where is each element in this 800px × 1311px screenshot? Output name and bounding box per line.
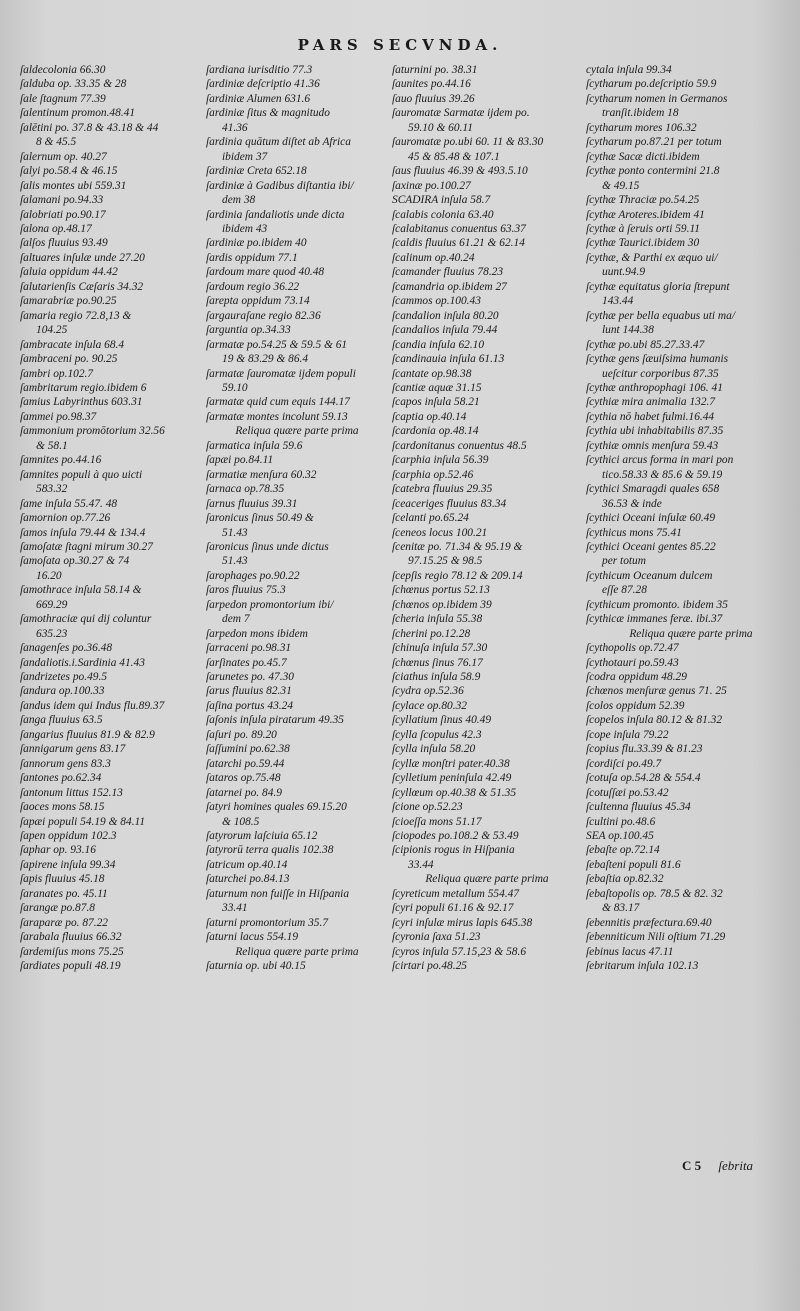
- index-entry: ſcione op.52.23: [392, 801, 463, 814]
- index-entry: ſcardonia op.48.14: [392, 425, 479, 438]
- index-entry: ſapirene inſula 99.34: [20, 858, 116, 871]
- index-entry: ſarmatæ ſauromatæ ijdem populi: [206, 367, 356, 380]
- index-entry: ſarangæ po.87.8: [20, 902, 95, 915]
- index-entry: ſarnus fluuius 39.31: [206, 497, 298, 510]
- index-entry: ſanagenſes po.36.48: [20, 642, 113, 655]
- index-entry: ſardiniæ Creta 652.18: [206, 165, 307, 178]
- index-entry: ſamoſata op.30.27 & 74: [20, 555, 130, 568]
- index-entry: ſcapos inſula 58.21: [392, 396, 480, 409]
- index-entry: ſcandalios inſula 79.44: [392, 324, 498, 337]
- index-entry: 583.32: [36, 483, 68, 496]
- index-entry: ſcythici Oceani inſulæ 60.49: [586, 512, 716, 525]
- index-entry: ſcytharum mores 106.32: [586, 121, 697, 134]
- index-entry: ſcammos op.100.43: [392, 295, 481, 308]
- index-entry: 669.29: [36, 598, 68, 611]
- index-entry: ſcythicum Oceanum dulcem: [586, 569, 713, 582]
- index-entry: ſebaſtopolis op. 78.5 & 82. 32: [586, 887, 723, 900]
- index-columns: [20, 63, 790, 1263]
- index-entry: ſaphar op. 93.16: [20, 844, 96, 857]
- index-entry: ſcytharum po.deſcriptio 59.9: [586, 78, 717, 91]
- index-entry: ſaltuares inſulæ unde 27.20: [20, 251, 145, 264]
- index-entry: ſardiniæ ſitus & magnitudo: [206, 107, 330, 120]
- index-entry: Reliqua quære parte prima: [425, 873, 549, 886]
- index-entry: ſcythiæ omnis menſura 59.43: [586, 439, 719, 452]
- index-entry: ſcelanti po.65.24: [392, 512, 469, 525]
- index-entry: ſaranates po. 45.11: [20, 887, 108, 900]
- index-entry: SEA op.100.45: [586, 830, 654, 843]
- index-entry: ſcythici Smaragdi quales 658: [586, 483, 720, 496]
- index-entry: ſardiniæ po.ibidem 40: [206, 237, 307, 250]
- index-entry: & 108.5: [222, 815, 260, 828]
- index-entry: ſapæi populi 54.19 & 84.11: [20, 815, 146, 828]
- index-entry: ſandus idem qui Indus flu.89.37: [20, 699, 165, 712]
- index-entry: ſebaſteni populi 81.6: [586, 858, 681, 871]
- index-entry: ſambri op.102.7: [20, 367, 94, 380]
- index-entry: SCADIRA inſula 58.7: [392, 194, 491, 207]
- index-entry: ſcalinum op.40.24: [392, 251, 475, 264]
- index-entry: ſamothraciæ qui dij coluntur: [20, 613, 152, 626]
- index-entry: ſcythopolis op.72.47: [586, 642, 679, 655]
- index-entry: Reliqua quære parte prima: [235, 945, 359, 958]
- index-column-1: [20, 63, 202, 1263]
- index-column-2: [206, 63, 388, 1263]
- index-entry: ſatyrorum laſciuia 65.12: [206, 830, 318, 843]
- index-entry: ſapen oppidum 102.3: [20, 830, 117, 843]
- index-entry: ſaxinæ po.100.27: [392, 179, 471, 192]
- index-entry: ſaturnum non fuiſſe in Hiſpania: [206, 887, 350, 900]
- index-entry: 104.25: [36, 324, 68, 337]
- index-entry: ſcandinauia inſula 61.13: [392, 353, 505, 366]
- index-entry: ſchœnos op.ibidem 39: [392, 598, 492, 611]
- index-entry: ſaturni lacus 554.19: [206, 931, 299, 944]
- index-entry: ſame inſula 55.47. 48: [20, 497, 118, 510]
- index-entry: ſamornion op.77.26: [20, 512, 111, 525]
- index-entry: ſalis montes ubi 559.31: [20, 179, 127, 192]
- index-entry: ſaluia oppidum 44.42: [20, 266, 118, 279]
- index-entry: ſcythici arcus forma in mari pon: [586, 454, 734, 467]
- index-entry: ſamnites populi à quo uicti: [20, 468, 143, 481]
- index-entry: ſcultenna fluuius 45.34: [586, 801, 691, 814]
- index-entry: ſatyri homines quales 69.15.20: [206, 801, 347, 814]
- index-entry: ſammonium promōtorium 32.56: [20, 425, 165, 438]
- index-entry: ſcylletium peninſula 42.49: [392, 772, 512, 785]
- index-entry: ſamarabriæ po.90.25: [20, 295, 117, 308]
- index-entry: 8 & 45.5: [36, 136, 77, 149]
- index-entry: ſcultini po.48.6: [586, 815, 656, 828]
- index-entry: ſalona op.48.17: [20, 222, 92, 235]
- index-entry: 51.43: [222, 555, 248, 568]
- index-entry: ſannorum gens 83.3: [20, 757, 111, 770]
- index-entry: ſcythæ po.ubi 85.27.33.47: [586, 338, 705, 351]
- index-entry: ſarpedon promontorium ibi/: [206, 598, 334, 611]
- index-column-4: [586, 63, 796, 1263]
- index-entry: ſarmatæ montes incolunt 59.13: [206, 410, 348, 423]
- index-entry: ſebennitis præfectura.69.40: [586, 916, 712, 929]
- index-entry: ſebinus lacus 47.11: [586, 945, 674, 958]
- index-entry: lunt 144.38: [602, 324, 654, 337]
- index-entry: ſantones po.62.34: [20, 772, 102, 785]
- index-entry: ſanga fluuius 63.5: [20, 714, 103, 727]
- index-entry: ſarnaca op.78.35: [206, 483, 285, 496]
- index-entry: ſciopodes po.108.2 & 53.49: [392, 830, 519, 843]
- index-entry: 45 & 85.48 & 107.1: [408, 150, 500, 163]
- index-entry: ſambracate inſula 68.4: [20, 338, 125, 351]
- index-entry: ſandaliotis.i.Sardinia 41.43: [20, 656, 145, 669]
- index-entry: ſangarius fluuius 81.9 & 82.9: [20, 728, 155, 741]
- index-entry: ſardiniæ deſcriptio 41.36: [206, 78, 320, 91]
- index-entry: 19 & 83.29 & 86.4: [222, 353, 309, 366]
- index-entry: per totum: [602, 555, 646, 568]
- index-entry: ſcythæ per bella equabus uti ma/: [586, 309, 736, 322]
- index-entry: ſalētini po. 37.8 & 43.18 & 44: [20, 121, 159, 134]
- index-entry: 41.36: [222, 121, 248, 134]
- index-entry: ſcamander fluuius 78.23: [392, 266, 504, 279]
- index-entry: ſarophages po.90.22: [206, 569, 300, 582]
- index-entry: ſaldecolonia 66.30: [20, 64, 106, 76]
- index-entry: ſauromatæ Sarmatæ ijdem po.: [392, 107, 530, 120]
- index-entry: ſamothrace inſula 58.14 &: [20, 584, 142, 597]
- index-entry: ſardiniæ Alumen 631.6: [206, 92, 311, 105]
- index-entry: ſcantate op.98.38: [392, 367, 472, 380]
- index-entry: ſcodra oppidum 48.29: [586, 671, 687, 684]
- index-entry: ſceaceriges fluuius 83.34: [392, 497, 507, 510]
- index-entry: ſambritarum regio.ibidem 6: [20, 381, 147, 394]
- index-entry: ſcolos oppidum 52.39: [586, 699, 685, 712]
- index-entry: ſaraparæ po. 87.22: [20, 916, 108, 929]
- index-entry: ſcytharum po.87.21 per totum: [586, 136, 722, 149]
- index-entry: ſaros fluuius 75.3: [206, 584, 286, 597]
- index-entry: 97.15.25 & 98.5: [408, 555, 483, 568]
- index-entry: tranſit.ibidem 18: [602, 107, 679, 120]
- index-entry: ſebritarum inſula 102.13: [586, 960, 699, 973]
- index-entry: ſaturchei po.84.13: [206, 873, 290, 886]
- index-entry: ſauo fluuius 39.26: [392, 92, 475, 105]
- catchword: ſebrita: [718, 1158, 754, 1173]
- index-entry: ſchinuſa inſula 57.30: [392, 642, 488, 655]
- index-entry: ſcantiæ aquæ 31.15: [392, 381, 482, 394]
- index-entry: ſaſina portus 43.24: [206, 699, 294, 712]
- index-entry: ſcyronia ſaxa 51.23: [392, 931, 481, 944]
- index-entry: ſcyros inſula 57.15,23 & 58.6: [392, 945, 527, 958]
- index-entry: ſcirtari po.48.25: [392, 960, 467, 973]
- index-entry: dem 38: [222, 194, 256, 207]
- index-entry: ſaunites po.44.16: [392, 78, 471, 91]
- index-entry: ſceneos locus 100.21: [392, 526, 488, 539]
- index-entry: ſamius Labyrinthus 603.31: [20, 396, 143, 409]
- index-entry: ſamnites po.44.16: [20, 454, 102, 467]
- index-entry: ſarus fluuius 82.31: [206, 685, 292, 698]
- index-entry: ſaſſumini po.62.38: [206, 743, 290, 756]
- index-entry: ſaturnini po. 38.31: [392, 64, 478, 76]
- index-entry: ſarſinates po.45.7: [206, 656, 287, 669]
- index-entry: ſardiniæ à Gadibus diſtantia ibi/: [206, 179, 354, 192]
- index-column-3: [392, 63, 582, 1263]
- index-entry: ſcythæ anthropophagi 106. 41: [586, 381, 723, 394]
- index-entry: ſaturnia op. ubi 40.15: [206, 960, 306, 973]
- index-entry: ſcythæ equitatus gloria ſtrepunt: [586, 280, 730, 293]
- index-entry: ſalentinum promon.48.41: [20, 107, 136, 120]
- index-entry: ſaturni promontorium 35.7: [206, 916, 329, 929]
- index-entry: ſcythæ à ſeruis orti 59.11: [586, 222, 701, 235]
- index-entry: ſebaſtia op.82.32: [586, 873, 664, 886]
- index-entry: ſcope inſula 79.22: [586, 728, 669, 741]
- index-entry: ueſcitur corporibus 87.35: [602, 367, 719, 380]
- index-entry: ſcythici Oceani gentes 85.22: [586, 540, 716, 553]
- index-entry: ſchœnus ſinus 76.17: [392, 656, 483, 669]
- index-entry: ſcalabitanus conuentus 63.37: [392, 222, 526, 235]
- index-entry: ſarabala fluuius 66.32: [20, 931, 122, 944]
- index-entry: ſapæi po.84.11: [206, 454, 274, 467]
- index-entry: ſcythicus mons 75.41: [586, 526, 682, 539]
- index-entry: ſantonum littus 152.13: [20, 786, 123, 799]
- index-entry: ſcaptia op.40.14: [392, 410, 467, 423]
- index-entry: ſcheria inſula 55.38: [392, 613, 483, 626]
- index-entry: ſatarnei po. 84.9: [206, 786, 282, 799]
- index-entry: ſcythiæ mira animalia 132.7: [586, 396, 716, 409]
- index-entry: ſcepſis regio 78.12 & 209.14: [392, 569, 523, 582]
- index-entry: ſcaldis fluuius 61.21 & 62.14: [392, 237, 525, 250]
- index-entry: ſarmatæ quid cum equis 144.17: [206, 396, 350, 409]
- index-entry: ſchœnus portus 52.13: [392, 584, 490, 597]
- index-entry: uunt.94.9: [602, 266, 646, 279]
- index-entry: ſardinia ſandaliotis unde dicta: [206, 208, 345, 221]
- index-entry: ſarmatiæ menſura 60.32: [206, 468, 317, 481]
- index-entry: ſcythotauri po.59.43: [586, 656, 679, 669]
- index-entry: ſaronicus ſinus 50.49 &: [206, 512, 314, 525]
- index-entry: ſcyllœum op.40.38 & 51.35: [392, 786, 517, 799]
- index-entry: ſchœnos menſuræ genus 71. 25: [586, 685, 727, 698]
- index-entry: ſcandalion inſula 80.20: [392, 309, 499, 322]
- index-entry: ſammei po.98.37: [20, 410, 97, 423]
- index-entry: ſarmatæ po.54.25 & 59.5 & 61: [206, 338, 348, 351]
- index-entry: ſcythia ubi inhabitabilis 87.35: [586, 425, 724, 438]
- index-entry: eſſe 87.28: [602, 584, 647, 597]
- index-entry: ſapis fluuius 45.18: [20, 873, 105, 886]
- index-entry: ſatricum op.40.14: [206, 858, 288, 871]
- index-entry: ſciathus inſula 58.9: [392, 671, 481, 684]
- index-entry: ſcythæ gens ſæuiſsima humanis: [586, 353, 729, 366]
- index-entry: ſcythæ Sacæ dicti.ibidem: [586, 150, 700, 163]
- index-entry: ſaus fluuius 46.39 & 493.5.10: [392, 165, 528, 178]
- index-entry: ſarepta oppidum 73.14: [206, 295, 310, 308]
- index-entry: ſannigarum gens 83.17: [20, 743, 126, 756]
- index-entry: ſcenitæ po. 71.34 & 95.19 &: [392, 540, 523, 553]
- index-entry: ſaſonis inſula piratarum 49.35: [206, 714, 344, 727]
- index-entry: ſcyri inſulæ mirus lapis 645.38: [392, 916, 533, 929]
- index-entry: & 58.1: [36, 439, 68, 452]
- index-entry: ſalduba op. 33.35 & 28: [20, 78, 127, 91]
- index-entry: ſcandia inſula 62.10: [392, 338, 485, 351]
- index-entry: ſcylla ſcopulus 42.3: [392, 728, 482, 741]
- index-entry: Reliqua quære parte prima: [235, 425, 359, 438]
- index-entry: tico.58.33 & 85.6 & 59.19: [602, 468, 723, 481]
- index-entry: 59.10: [222, 381, 248, 394]
- index-entry: ſcythicæ immanes feræ. ibi.37: [586, 613, 723, 626]
- index-entry: ſardis oppidum 77.1: [206, 251, 298, 264]
- index-entry: ſcyllatium ſinus 40.49: [392, 714, 492, 727]
- page-footer: [682, 1158, 753, 1174]
- index-entry: ſardinia quātum diſtet ab Africa: [206, 136, 351, 149]
- index-entry: ſcarphia inſula 56.39: [392, 454, 489, 467]
- index-entry: ſcydra op.52.36: [392, 685, 464, 698]
- index-entry: ſcyreticum metallum 554.47: [392, 887, 520, 900]
- index-entry: 33.41: [222, 902, 248, 915]
- index-entry: ſatyrorū terra qualis 102.38: [206, 844, 334, 857]
- index-entry: ſarpedon mons ibidem: [206, 627, 308, 640]
- index-entry: & 83.17: [602, 902, 640, 915]
- index-entry: 16.20: [36, 569, 62, 582]
- index-entry: ſamos inſula 79.44 & 134.4: [20, 526, 146, 539]
- index-entry: ſcyllæ monſtri pater.40.38: [392, 757, 510, 770]
- index-entry: ſamaria regio 72.8,13 &: [20, 309, 132, 322]
- index-entry: 635.23: [36, 627, 68, 640]
- index-entry: ſardemiſus mons 75.25: [20, 945, 124, 958]
- index-entry: ſardiana iurisditio 77.3: [206, 64, 313, 76]
- index-entry: ſcythæ, & Parthi ex æquo ui/: [586, 251, 718, 264]
- signature-mark: C 5: [682, 1158, 702, 1173]
- index-entry: ſcyri populi 61.16 & 92.17: [392, 902, 514, 915]
- index-entry: ſalutarienſis Cæſaris 34.32: [20, 280, 144, 293]
- index-entry: cytala inſula 99.34: [586, 64, 672, 76]
- index-entry: ſataros op.75.48: [206, 772, 281, 785]
- index-entry: 51.43: [222, 526, 248, 539]
- index-entry: ſaſuri po. 89.20: [206, 728, 277, 741]
- index-entry: Reliqua quære parte prima: [629, 627, 753, 640]
- index-entry: ſcythæ ponto contermini 21.8: [586, 165, 720, 178]
- index-entry: ſcytharum nomen in Germanos: [586, 92, 728, 105]
- index-entry: ſatarchi po.59.44: [206, 757, 285, 770]
- index-entry: ſardoum regio 36.22: [206, 280, 300, 293]
- index-entry: ſcopius flu.33.39 & 81.23: [586, 743, 703, 756]
- index-entry: 33.44: [408, 858, 434, 871]
- index-entry: 59.10 & 60.11: [408, 121, 473, 134]
- index-entry: ſaoces mons 58.15: [20, 801, 105, 814]
- index-entry: ſcordiſci po.49.7: [586, 757, 662, 770]
- index-entry: ſcherini po.12.28: [392, 627, 471, 640]
- index-entry: ibidem 37: [222, 150, 268, 163]
- index-entry: ſarunetes po. 47.30: [206, 671, 294, 684]
- index-entry: ſalamani po.94.33: [20, 194, 104, 207]
- index-entry: ſebaſte op.72.14: [586, 844, 660, 857]
- index-entry: ſalernum op. 40.27: [20, 150, 107, 163]
- index-entry: ſcylace op.80.32: [392, 699, 467, 712]
- index-entry: ſcotuſa op.54.28 & 554.4: [586, 772, 701, 785]
- index-entry: ſcarphia op.52.46: [392, 468, 474, 481]
- index-entry: ſcipionis rogus in Hiſpania: [392, 844, 515, 857]
- index-entry: ſcamandria op.ibidem 27: [392, 280, 507, 293]
- index-entry: ibidem 43: [222, 222, 268, 235]
- index-entry: ſauromatæ po.ubi 60. 11 & 83.30: [392, 136, 544, 149]
- index-entry: & 49.15: [602, 179, 640, 192]
- index-entry: ſamoſatæ ſtagni mirum 30.27: [20, 540, 153, 553]
- running-header: PARS SECVNDA.: [297, 36, 503, 54]
- index-entry: ſcopelos inſula 80.12 & 81.32: [586, 714, 723, 727]
- index-entry: ſebenniticum Nili oſtium 71.29: [586, 931, 726, 944]
- index-entry: ſaronicus ſinus unde dictus: [206, 540, 329, 553]
- index-entry: ſarraceni po.98.31: [206, 642, 292, 655]
- index-entry: dem 7: [222, 613, 250, 626]
- index-entry: ſarguntia op.34.33: [206, 324, 291, 337]
- index-entry: ſalſos fluuius 93.49: [20, 237, 108, 250]
- index-entry: ſcythæ Taurici.ibidem 30: [586, 237, 700, 250]
- index-entry: ſale ſtagnum 77.39: [20, 92, 106, 105]
- index-entry: ſardiates populi 48.19: [20, 960, 121, 973]
- index-entry: ſcythicum promonto. ibidem 35: [586, 598, 728, 611]
- index-entry: ſcalabis colonia 63.40: [392, 208, 494, 221]
- index-entry: 143.44: [602, 295, 634, 308]
- index-entry: ſcylla inſula 58.20: [392, 743, 476, 756]
- index-entry: ſalobriati po.90.17: [20, 208, 106, 221]
- index-entry: ſcardonitanus conuentus 48.5: [392, 439, 527, 452]
- index-entry: ſcatebra fluuius 29.35: [392, 483, 493, 496]
- index-entry: ſargauraſane regio 82.36: [206, 309, 321, 322]
- index-entry: ſcioeſſa mons 51.17: [392, 815, 482, 828]
- index-entry: ſcythia nō habet fulmi.16.44: [586, 410, 715, 423]
- index-entry: 36.53 & inde: [602, 497, 662, 510]
- index-entry: ſandura op.100.33: [20, 685, 105, 698]
- index-entry: ſcythæ Aroteres.ibidem 41: [586, 208, 705, 221]
- index-entry: ſcotuſſæi po.53.42: [586, 786, 669, 799]
- index-entry: ſardoum mare quod 40.48: [206, 266, 325, 279]
- index-entry: ſarmatica inſula 59.6: [206, 439, 303, 452]
- index-entry: ſandrizetes po.49.5: [20, 671, 108, 684]
- index-entry: ſalyi po.58.4 & 46.15: [20, 165, 118, 178]
- index-entry: ſambraceni po. 90.25: [20, 353, 118, 366]
- index-entry: ſcythæ Thraciæ po.54.25: [586, 194, 700, 207]
